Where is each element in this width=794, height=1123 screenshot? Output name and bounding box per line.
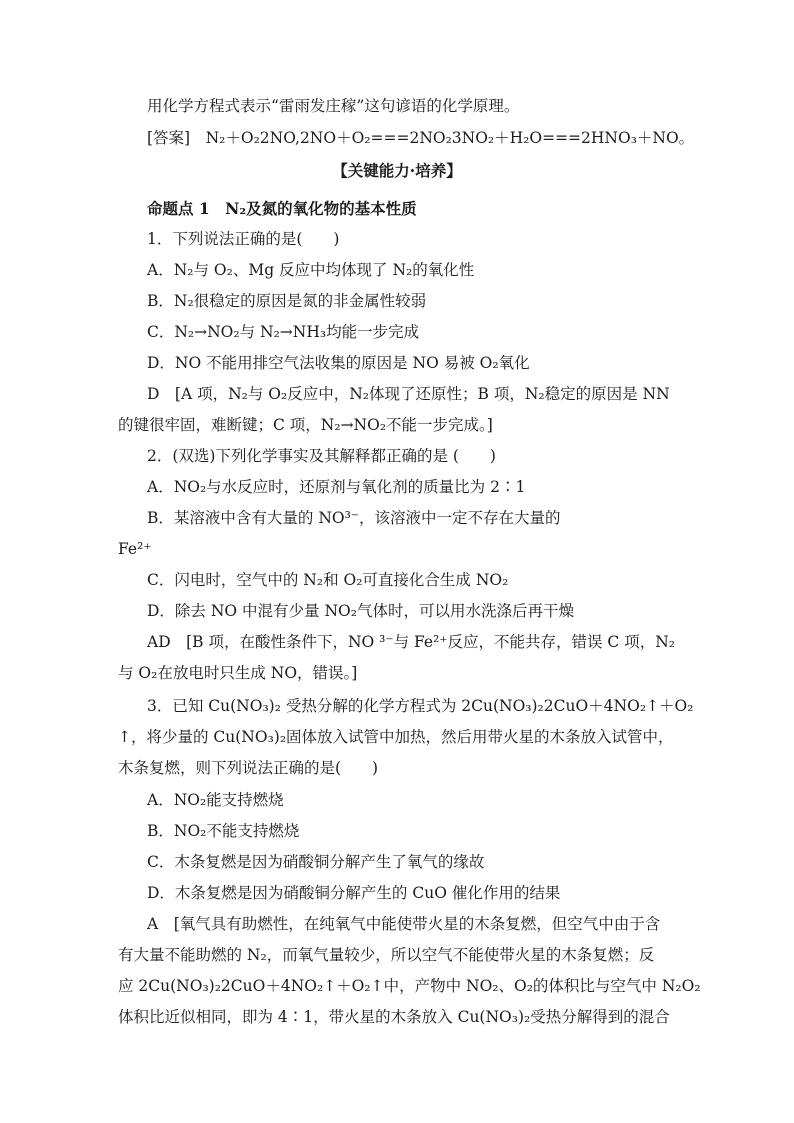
option-d: D．木条复燃是因为硝酸铜分解产生的 CuO 催化作用的结果 [147, 884, 561, 902]
section-title: 【关键能力·培养】 [332, 161, 462, 180]
option-d: D．除去 NO 中混有少量 NO₂气体时，可以用水洗涤后再干燥 [147, 602, 574, 620]
text-line: 用化学方程式表示“雷雨发庄稼”这句谚语的化学原理。 [147, 97, 520, 115]
option-b: B．某溶液中含有大量的 NO³⁻，该溶液中一定不存在大量的 [147, 509, 561, 527]
option-d: D．NO 不能用排空气法收集的原因是 NO 易被 O₂氧化 [147, 354, 530, 372]
option-c: C．闪电时，空气中的 N₂和 O₂可直接化合生成 NO₂ [147, 571, 509, 589]
option-a: A．NO₂能支持燃烧 [147, 791, 284, 809]
option-b: B．N₂很稳定的原因是氮的非金属性较弱 [147, 292, 427, 310]
question-3-continued: 木条复燃，则下列说法正确的是( ) [118, 759, 379, 777]
option-b-continued: Fe²⁺ [118, 540, 152, 558]
explanation-line: A [氧气具有助燃性，在纯氧气中能使带火星的木条复燃，但空气中由于含 [147, 915, 661, 933]
explanation-line: D [A 项，N₂与 O₂反应中，N₂体现了还原性；B 项，N₂稳定的原因是 NN [147, 385, 670, 403]
option-a: A．N₂与 O₂、Mg 反应中均体现了 N₂的氧化性 [147, 261, 475, 279]
option-b: B．NO₂不能支持燃烧 [147, 822, 300, 840]
explanation-line: 有大量不能助燃的 N₂，而氧气量较少，所以空气不能使带火星的木条复燃；反 [118, 946, 655, 964]
option-a: A．NO₂与水反应时，还原剂与氧化剂的质量比为 2∶1 [147, 478, 526, 496]
explanation-line: AD [B 项，在酸性条件下，NO ³⁻与 Fe²⁺反应，不能共存，错误 C 项，N₂ [147, 633, 675, 651]
option-c: C．N₂→NO₂与 N₂→NH₃均能一步完成 [147, 323, 420, 341]
answer-line: [答案] N₂＋O₂2NO,2NO＋O₂===2NO₂3NO₂＋H₂O===2HNO₃＋NO。 [147, 129, 695, 147]
question-2: 2．(双选)下列化学事实及其解释都正确的是 ( ) [147, 447, 496, 465]
explanation-line: 应 2Cu(NO₃)₂2CuO＋4NO₂↑＋O₂↑中，产物中 NO₂、O₂的体积比与空气中 N₂O₂ [118, 977, 701, 995]
explanation-line: 与 O₂在放电时只生成 NO，错误。] [118, 664, 358, 682]
topic-heading: 命题点 1 N₂及氮的氧化物的基本性质 [147, 199, 417, 218]
question-1: 1．下列说法正确的是( ) [147, 230, 340, 248]
option-c: C．木条复燃是因为硝酸铜分解产生了氧气的缘故 [147, 853, 485, 871]
explanation-line: 的键很牢固，难断键；C 项，N₂→NO₂不能一步完成。] [118, 416, 493, 434]
explanation-line: 体积比近似相同，即为 4∶1，带火星的木条放入 Cu(NO₃)₂受热分解得到的混合 [118, 1008, 670, 1026]
question-3: 3．已知 Cu(NO₃)₂ 受热分解的化学方程式为 2Cu(NO₃)₂2CuO＋4NO₂↑＋O₂ [147, 697, 694, 715]
question-3-continued: ↑，将少量的 Cu(NO₃)₂固体放入试管中加热，然后用带火星的木条放入试管中， [118, 728, 674, 746]
